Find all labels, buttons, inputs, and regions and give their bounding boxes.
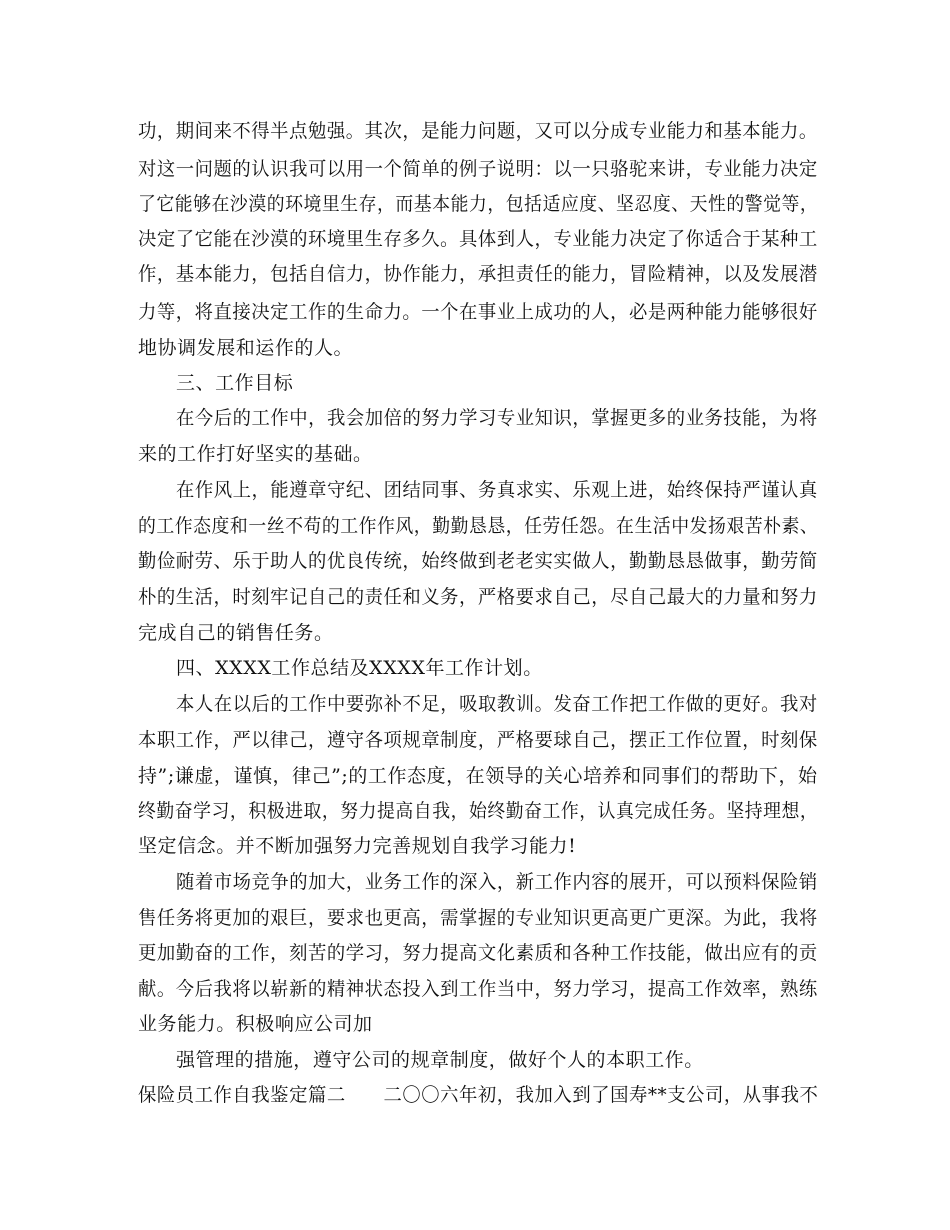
- paragraph-line: 业务能力。积极响应公司加: [138, 1013, 373, 1035]
- paragraph-line: 的工作态度和一丝不苟的工作作风，勤勤恳恳，任劳任怨。在生活中发扬艰苦朴素、: [138, 515, 819, 537]
- paragraph-line: 来的工作打好坚实的基础。: [138, 443, 373, 465]
- paragraph-line: 对这一问题的认识我可以用一个简单的例子说明：以一只骆驼来讲，专业能力决定: [138, 158, 818, 180]
- paragraph-line: 朴的生活，时刻牢记自己的责任和义务，严格要求自己，尽自己最大的力量和努力: [138, 586, 818, 608]
- paragraph-line: 在作风上，能遵章守纪、团结同事、务真求实、乐观上进，始终保持严谨认真: [176, 479, 818, 501]
- paragraph-line: 售任务将更加的艰巨，要求也更高，需掌握的专业知识更高更广更深。为此，我将: [138, 907, 818, 929]
- paragraph-line: 决定了它能在沙漠的环境里生存多久。具体到人，专业能力决定了你适合于某种工: [138, 228, 818, 250]
- paragraph-line: 本人在以后的工作中要弥补不足，吸取教训。发奋工作把工作做的更好。我对: [176, 693, 818, 715]
- paragraph-line: 本职工作，严以律己，遵守各项规章制度，严格要球自己，摆正工作位置，时刻保: [138, 729, 818, 751]
- section-heading: 四、XXXX工作总结及XXXX年工作计划。: [176, 657, 543, 679]
- paragraph-line: 功，期间来不得半点勉强。其次，是能力问题，又可以分成专业能力和基本能力。: [138, 120, 818, 142]
- paragraph-line: 作，基本能力，包括自信力，协作能力，承担责任的能力，冒险精神，以及发展潜: [138, 263, 818, 285]
- paragraph-line: 更加勤奋的工作，刻苦的学习，努力提高文化素质和各种工作技能，做出应有的贡: [138, 942, 818, 964]
- paragraph-line: 终勤奋学习，积极进取，努力提高自我，始终勤奋工作，认真完成任务。坚持理想，: [138, 800, 819, 822]
- paragraph-line: 地协调发展和运作的人。: [138, 337, 354, 359]
- paragraph-line: 勤俭耐劳、乐于助人的优良传统，始终做到老老实实做人，勤勤恳恳做事，勤劳简: [138, 550, 818, 572]
- paragraph-line: 持”;谦虚，谨慎，律己”;的工作态度，在领导的关心培养和同事们的帮助下，始: [138, 765, 818, 787]
- paragraph-line: 力等，将直接决定工作的生命力。一个在事业上成功的人，必是两种能力能够很好: [138, 301, 818, 323]
- paragraph-line: 在今后的工作中，我会加倍的努力学习专业知识，掌握更多的业务技能，为将: [176, 407, 818, 429]
- paragraph-line: 随着市场竞争的加大，业务工作的深入，新工作内容的展开，可以预料保险销: [176, 871, 818, 893]
- paragraph-line: 坚定信念。并不断加强努力完善规划自我学习能力!: [138, 835, 577, 857]
- paragraph-line: 献。今后我将以崭新的精神状态投入到工作当中，努力学习，提高工作效率，熟练: [138, 978, 818, 1000]
- paragraph-line: 了它能够在沙漠的环境里生存，而基本能力，包括适应度、坚忍度、天性的警觉等，: [138, 193, 819, 215]
- paragraph-line: 完成自己的销售任务。: [138, 622, 334, 644]
- paragraph-line: 强管理的措施，遵守公司的规章制度，做好个人的本职工作。: [176, 1049, 704, 1071]
- section-heading: 三、工作目标: [176, 372, 294, 394]
- section-title-line: 保险员工作自我鉴定篇二 二〇〇六年初，我加入到了国寿**支公司，从事我不: [138, 1084, 819, 1106]
